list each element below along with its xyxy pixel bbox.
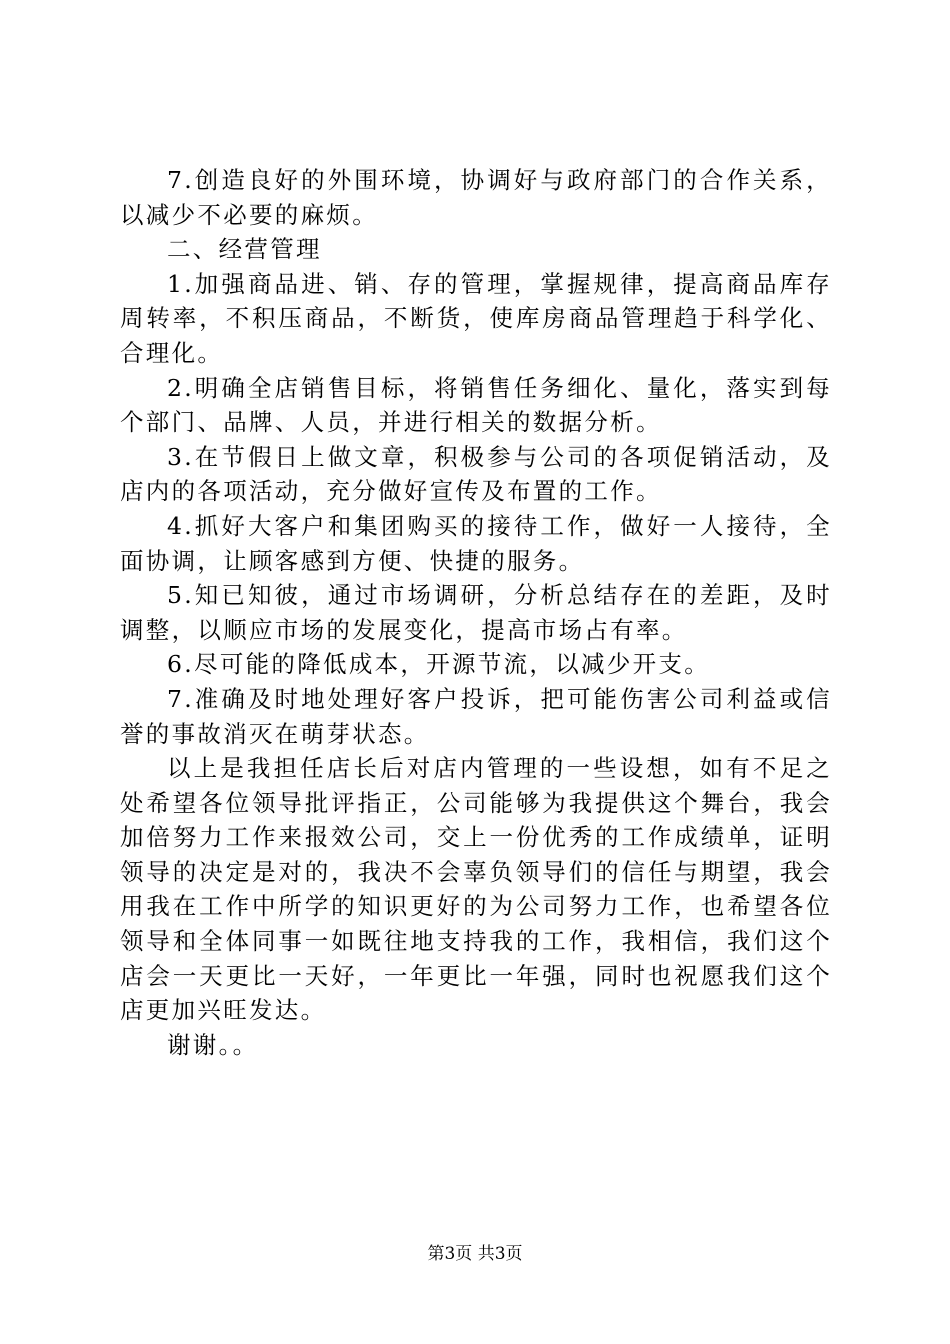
paragraph-item-4-key-accounts: 4.抓好大客户和集团购买的接待工作，做好一人接待，全面协调，让顾客感到方便、快捷的服务。 (120, 511, 832, 575)
paragraph-conclusion: 以上是我担任店长后对店内管理的一些设想，如有不足之处希望各位领导批评指正，公司能够为我提供这个舞台，我会加倍努力工作来报效公司，交上一份优秀的工作成绩单，证明领导的决定是对的，我决不会辜负领导们的信任与期望，我会用我在工作中所学的知识更好的为公司努力工作，也希望各位领导和全体同事一如既往地支持我的工作，我相信，我们这个店会一天更比一天好，一年更比一年强，同时也祝愿我们这个店更加兴旺发达。 (120, 754, 832, 1025)
paragraph-item-2-sales-target: 2.明确全店销售目标，将销售任务细化、量化，落实到每个部门、品牌、人员，并进行相关的数据分析。 (120, 373, 832, 437)
page-number-footer: 第3页 共3页 (427, 1244, 523, 1264)
document-body (120, 163, 832, 1062)
paragraph-item-3-holiday-promotion: 3.在节假日上做文章，积极参与公司的各项促销活动，及店内的各项活动，充分做好宣传及布置的工作。 (120, 442, 832, 506)
paragraph-item-7-environment: 7.创造良好的外围环境，协调好与政府部门的合作关系，以减少不必要的麻烦。 (120, 166, 832, 229)
paragraph-item-5-market-research: 5.知已知彼，通过市场调研，分析总结存在的差距，及时调整，以顺应市场的发展变化，提高市场占有率。 (120, 581, 832, 644)
paragraph-item-7-complaints: 7.准确及时地处理好客户投诉，把可能伤害公司利益或信誉的事故消灭在萌芽状态。 (120, 684, 832, 748)
section-heading-operations: 二、经营管理 (167, 235, 322, 264)
paragraph-item-1-inventory: 1.加强商品进、销、存的管理，掌握规律，提高商品库存周转率，不积压商品，不断货，使库房商品管理趋于科学化、合理化。 (120, 269, 832, 367)
paragraph-thanks: 谢谢。。 (167, 1030, 259, 1059)
paragraph-item-6-cost-reduction: 6.尽可能的降低成本，开源节流，以减少开支。 (167, 650, 711, 679)
